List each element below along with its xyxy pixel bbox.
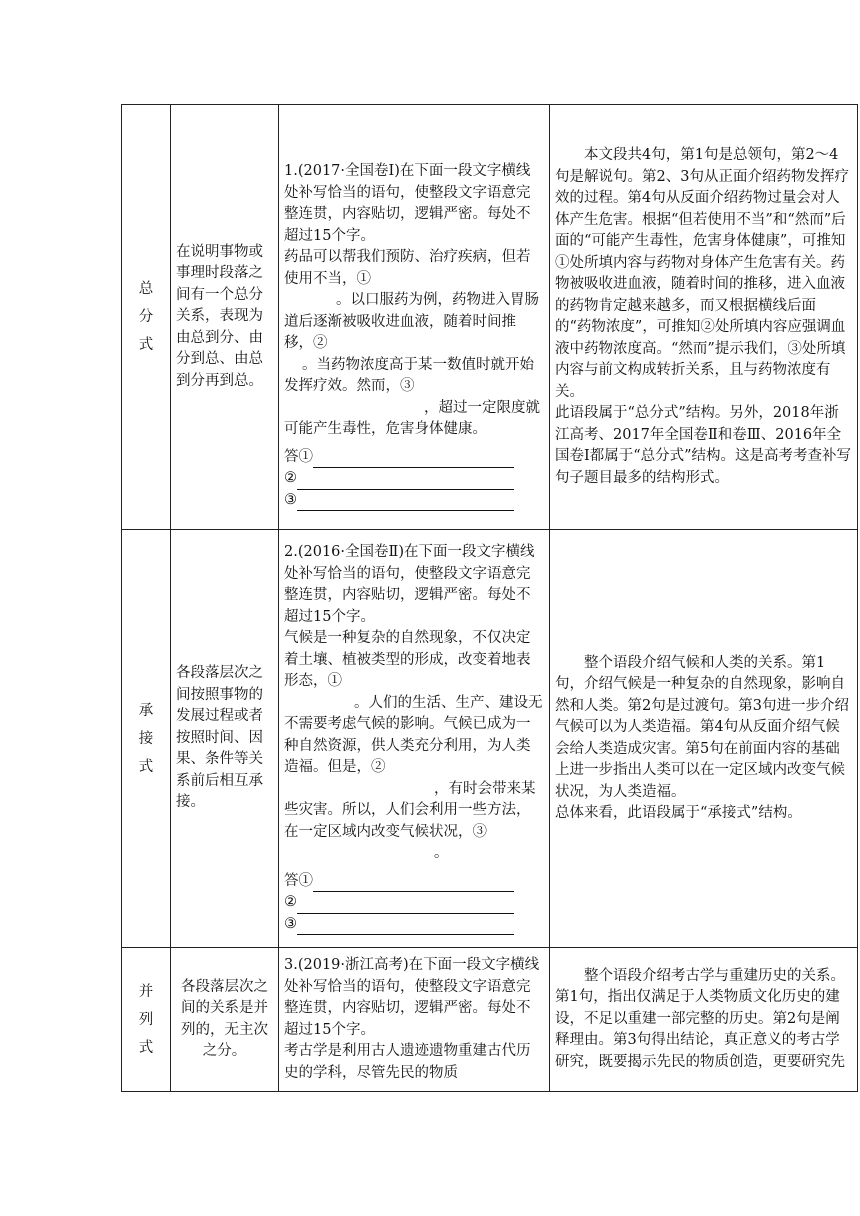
- type-char: 承: [138, 702, 154, 719]
- description-cell: 在说明事物或事理时段落之间有一个总分关系，表现为由总到分、由分到总、由总到分再到总。: [171, 105, 279, 530]
- structure-type-cell: [122, 530, 171, 948]
- question-passage: 气候是一种复杂的自然现象，不仅决定着土壤、植被类型的形成，改变着地表形态，① 。人们的生活、生产、建设无不需要考虑气候的影响。气候已成为一种自然资源，供人类充分利用，为人类造福。但是，② ，有时会带来某些灾害。所以，人们会利用一些方法，在一定区域内改变气候状况，③ 。: [284, 630, 543, 861]
- table-row: [122, 948, 858, 1092]
- type-char: 接: [138, 730, 154, 747]
- answer-line[interactable]: ③: [284, 490, 544, 512]
- type-char: 式: [138, 1039, 154, 1056]
- answer-line[interactable]: ②: [284, 468, 544, 490]
- question-cell: [279, 105, 550, 530]
- analysis-paragraph: 本文段共4句，第1句是总领句，第2～4句是解说句。第2、3句从正面介绍药物发挥疗效的过程。第4句从反面介绍药物过量会对人体产生危害。根据“但若使用不当”和“然而”后面的“可能产生毒性，危害身体健康”，可推知①处所填内容与药物对身体产生危害有关。药物被吸收进血液，随着时间的推移，进入血液的药物肯定越来越多，而又根据横线后面的“药物浓度”，可推知②处所填内容应强调血液中药物浓度高。“然而”提示我们，③处所填内容与前文构成转折关系，且与药物浓度有关。: [555, 147, 849, 400]
- table-row: [122, 105, 858, 530]
- question-passage: 考古学是利用古人遗迹遗物重建古代历史的学科，尽管先民的物质: [284, 1043, 531, 1081]
- type-char: 列: [138, 1011, 154, 1028]
- analysis-cell: [550, 105, 858, 530]
- answer-line[interactable]: ②: [284, 892, 544, 914]
- analysis-paragraph: 整个语段介绍考古学与重建历史的关系。第1句，指出仅满足于人类物质文化历史的建设，不足以重建一部完整的历史。第2句是阐释理由。第3句得出结论，真正意义的考古学研究，既要揭示先民的物质创造，更要研究先: [555, 967, 845, 1070]
- type-char: 总: [138, 281, 154, 297]
- question-cell: [279, 948, 550, 1092]
- question-stem: 3.(2019·浙江高考)在下面一段文字横线处补写恰当的语句，使整段文字语意完整连贯，内容贴切，逻辑严密。每处不超过15个字。: [284, 957, 540, 1038]
- question-cell: [279, 530, 550, 948]
- answer-line[interactable]: ③: [284, 914, 544, 936]
- question-stem: 2.(2016·全国卷Ⅱ)在下面一段文字横线处补写恰当的语句，使整段文字语意完整连贯，内容贴切，逻辑严密。每处不超过15个字。: [284, 544, 535, 625]
- table-row: [122, 530, 858, 948]
- analysis-paragraph: 总体来看，此语段属于“承接式”结构。: [555, 805, 802, 821]
- description-cell: 各段落层次之间按照事物的发展过程或者按照时间、因果、条件等关系前后相互承接。: [171, 530, 279, 948]
- analysis-paragraph: 此语段属于“总分式”结构。另外，2018年浙江高考、2017年全国卷Ⅱ和卷Ⅲ、2016年全国卷Ⅰ都属于“总分式”结构。这是高考考查补写句子题目最多的结构形式。: [555, 405, 852, 486]
- type-char: 并: [138, 983, 154, 1000]
- type-char: 分: [138, 309, 154, 325]
- answer-line[interactable]: 答①: [284, 871, 544, 893]
- structure-type-cell: [122, 948, 171, 1092]
- type-char: 式: [138, 337, 154, 353]
- analysis-paragraph: 整个语段介绍气候和人类的关系。第1句，介绍气候是一种复杂的自然现象，影响自然和人类。第2句是过渡句。第3句进一步介绍气候可以为人类造福。第4句从反面介绍气候会给人类造成灾害。第5句在前面内容的基础上进一步指出人类可以在一定区域内改变气候状况，为人类造福。: [555, 654, 849, 800]
- analysis-cell: [550, 948, 858, 1092]
- comparison-table: [121, 104, 858, 1092]
- question-stem: 1.(2017·全国卷Ⅰ)在下面一段文字横线处补写恰当的语句，使整段文字语意完整连贯，内容贴切，逻辑严密。每处不超过15个字。: [284, 163, 531, 244]
- description-cell: 各段落层次之间的关系是并列的，无主次之分。: [171, 948, 279, 1092]
- question-passage: 药品可以帮我们预防、治疗疾病，但若使用不当，① 。以口服药为例，药物进入胃肠道后逐渐被吸收进血液，随着时间推移，② 。当药物浓度高于某一数值时就开始发挥疗效。然而，③ ，超过一定限度就可能产生毒性，危害身体健康。: [284, 249, 540, 437]
- type-char: 式: [138, 758, 154, 775]
- structure-type-cell: [122, 105, 171, 530]
- answer-line[interactable]: 答①: [284, 447, 544, 469]
- analysis-cell: [550, 530, 858, 948]
